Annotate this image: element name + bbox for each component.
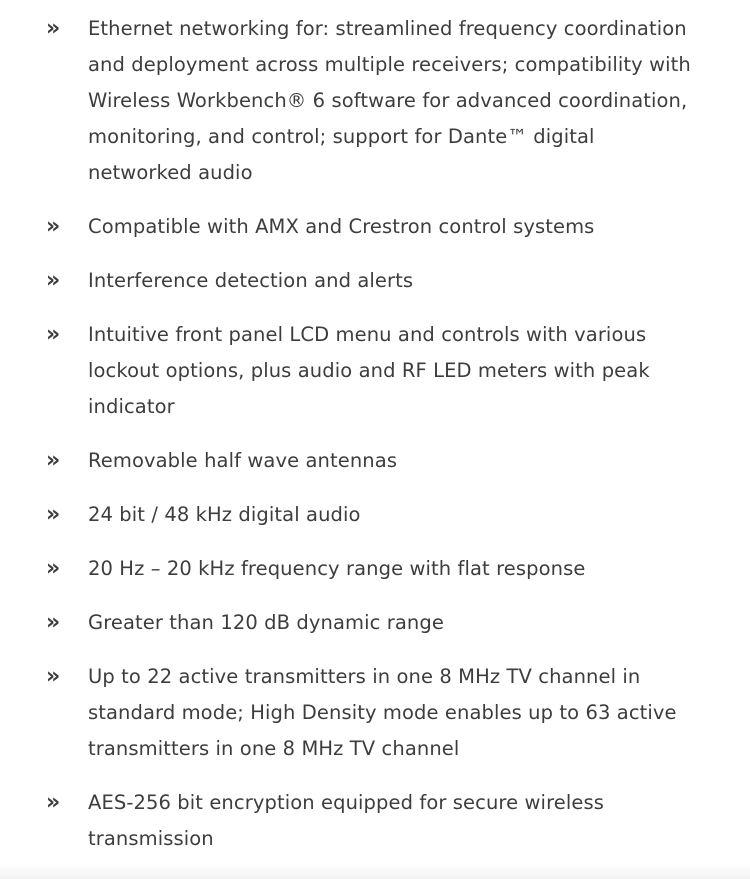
bottom-fade	[0, 863, 750, 879]
feature-text: AES-256 bit encryption equipped for secure wireless transmission	[88, 791, 604, 850]
list-item	[0, 263, 750, 299]
double-chevron-right-icon: »	[46, 664, 60, 689]
double-chevron-right-icon: »	[46, 16, 60, 41]
double-chevron-right-icon: »	[46, 268, 60, 293]
list-item	[0, 497, 750, 533]
feature-text: 24 bit / 48 kHz digital audio	[88, 503, 361, 526]
list-item	[0, 605, 750, 641]
feature-text: Interference detection and alerts	[88, 269, 414, 292]
list-item	[0, 551, 750, 587]
list-item	[0, 785, 750, 857]
double-chevron-right-icon: »	[46, 448, 60, 473]
feature-text: Intuitive front panel LCD menu and controls with various lockout options, plus audio and RF LED meters with peak indicator	[88, 323, 650, 418]
list-item	[0, 11, 750, 191]
double-chevron-right-icon: »	[46, 322, 60, 347]
list-item	[0, 659, 750, 767]
feature-text: Ethernet networking for: streamlined frequency coordination and deployment across multiple receivers; compatibility with Wireless Workbench® 6 software for advanced coordination, monitoring, and control; support for Dante™ digital networked audio	[88, 17, 691, 184]
double-chevron-right-icon: »	[46, 556, 60, 581]
feature-text: Compatible with AMX and Crestron control systems	[88, 215, 595, 238]
double-chevron-right-icon: »	[46, 502, 60, 527]
list-item	[0, 317, 750, 425]
double-chevron-right-icon: »	[46, 790, 60, 815]
feature-text: Removable half wave antennas	[88, 449, 398, 472]
list-item	[0, 443, 750, 479]
feature-text: 20 Hz – 20 kHz frequency range with flat response	[88, 557, 586, 580]
feature-text: Up to 22 active transmitters in one 8 MHz TV channel in standard mode; High Density mode enables up to 63 active transmitters in one 8 MHz TV channel	[88, 665, 677, 760]
feature-text: Greater than 120 dB dynamic range	[88, 611, 444, 634]
double-chevron-right-icon: »	[46, 610, 60, 635]
double-chevron-right-icon: »	[46, 214, 60, 239]
list-item	[0, 209, 750, 245]
